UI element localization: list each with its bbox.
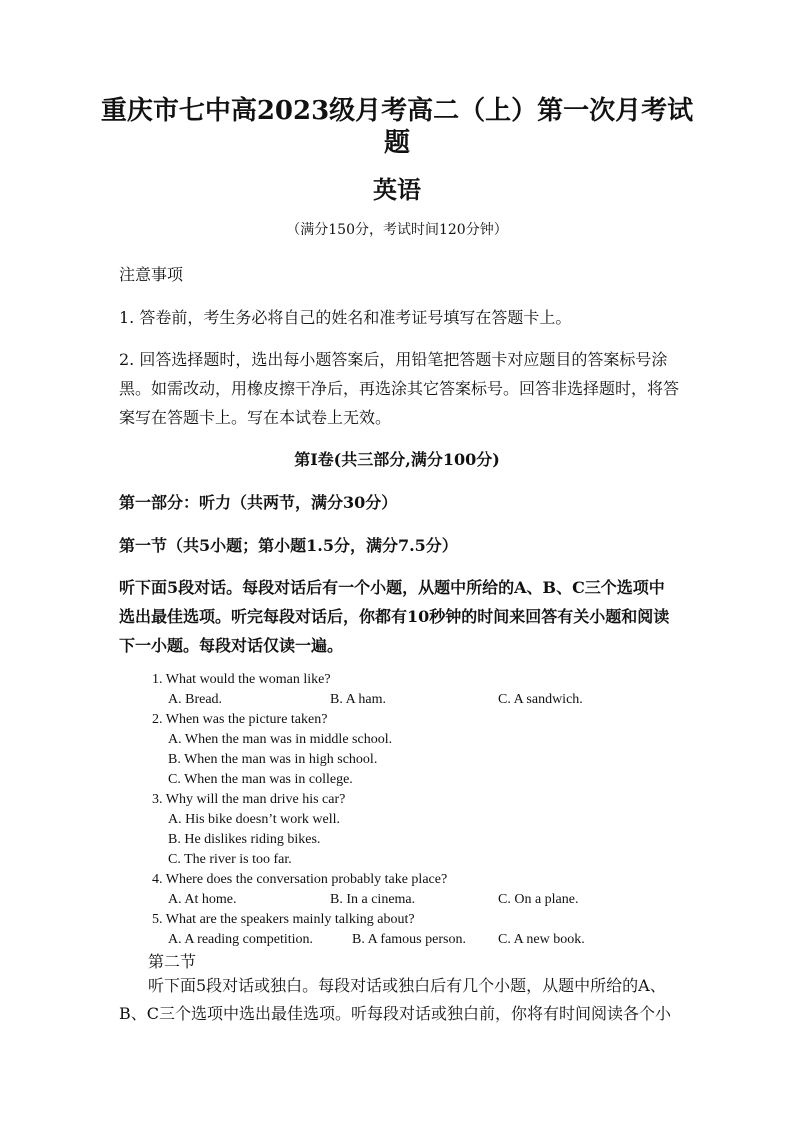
question-option: C. A sandwich. <box>498 692 583 707</box>
question-option: B. A ham. <box>330 692 387 707</box>
subject-title: 英语 <box>373 175 421 204</box>
question-option: B. When the man was in high school. <box>168 752 378 767</box>
question-option: A. Bread. <box>168 692 223 707</box>
question-option: C. On a plane. <box>498 892 579 907</box>
section-listening-heading: 第一部分：听力（共两节，满分30分） <box>119 493 398 512</box>
question-option: A. At home. <box>168 892 237 907</box>
question-option: B. He dislikes riding bikes. <box>168 832 321 847</box>
section-one-heading: 第一节（共5小题；第小题1.5分，满分7.5分） <box>119 536 458 555</box>
question-option: A. When the man was in middle school. <box>168 732 393 747</box>
question-option: C. A new book. <box>498 932 585 947</box>
section-one-instructions: 听下面5段对话。每段对话后有一个小题，从题中所给的A、B、C三个选项中选出最佳选项。听完每段对话后，你都有10秒钟的时间来回答有关小题和阅读下一小题。每段对话仅读一遍。 <box>119 578 670 655</box>
question-stem: 1. What would the woman like? <box>152 672 331 687</box>
notice-item-1: 1. 答卷前，考生务必将自己的姓名和准考证号填写在答题卡上。 <box>119 308 572 327</box>
question-stem: 5. What are the speakers mainly talking about? <box>152 912 415 927</box>
exam-title-line-2: 题 <box>383 128 410 158</box>
score-note: （满分150分，考试时间120分钟） <box>286 222 508 238</box>
question-option: C. The river is too far. <box>168 852 292 867</box>
question-stem: 3. Why will the man drive his car? <box>152 792 346 807</box>
question-option: B. In a cinema. <box>330 892 416 907</box>
question-option: C. When the man was in college. <box>168 772 353 787</box>
exam-title-line-1: 重庆市七中高2023级月考高二（上）第一次月考试 <box>100 96 694 126</box>
question-option: B. A famous person. <box>352 932 466 947</box>
question-stem: 2. When was the picture taken? <box>152 712 328 727</box>
question-option: A. His bike doesn’t work well. <box>168 812 340 827</box>
notice-heading: 注意事项 <box>119 265 184 284</box>
notice-item-2: 2. 回答选择题时，选出每小题答案后，用铅笔把答题卡对应题目的答案标号涂黑。如需改动，用橡皮擦干净后，再选涂其它答案标号。回答非选择题时，将答案写在答题卡上。写在本试卷上无效。 <box>119 350 680 427</box>
section-two-instructions: 听下面5段对话或独白。每段对话或独白后有几个小题，从题中所给的A、B、C三个选项中选出最佳选项。听每段对话或独白前，你将有时间阅读各个小 <box>119 976 672 1023</box>
part-title: 第I卷(共三部分,满分100分) <box>294 450 500 469</box>
question-stem: 4. Where does the conversation probably take place? <box>152 872 448 887</box>
section-two-heading: 第二节 <box>148 952 197 971</box>
question-option: A. A reading competition. <box>168 932 314 947</box>
